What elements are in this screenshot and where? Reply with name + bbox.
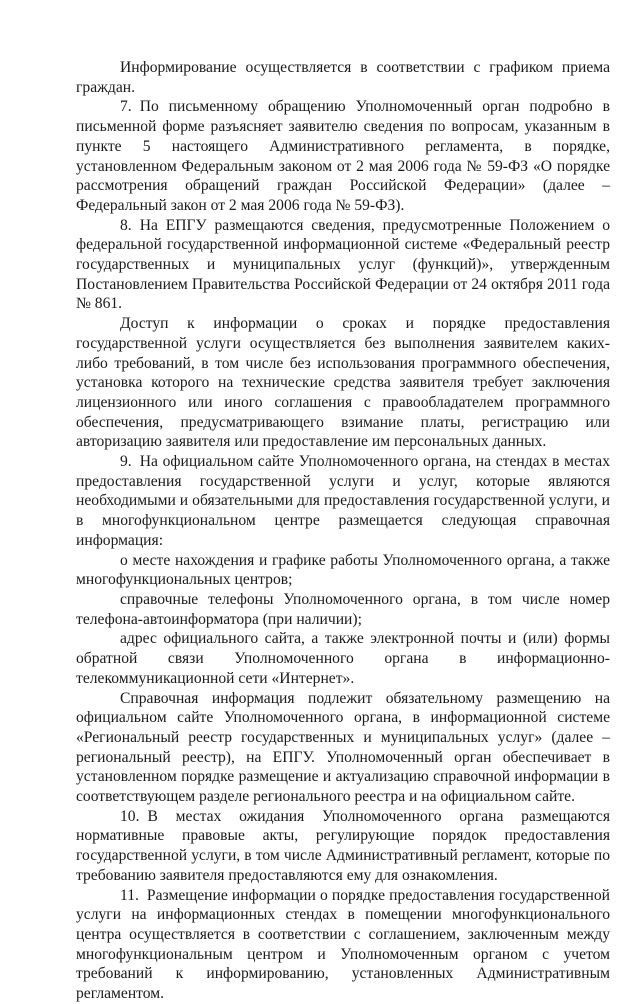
paragraph: [76, 216, 610, 315]
paragraph: [76, 314, 610, 452]
paragraph-text: справочные телефоны Уполномоченного органа, в том числе номер телефона-автоинформатора (при наличии);: [76, 590, 610, 628]
paragraph-text: Информирование осуществляется в соответствии с графиком приема граждан.: [76, 59, 610, 96]
paragraph-text: В местах ожидания Уполномоченного органа размещаются нормативные правовые акты, регулирующие порядок предоставления государственной услуги, в том числе Административный регламент, которые по требованию заявителя предоставляются ему для ознакомления.: [76, 807, 610, 884]
paragraph-number: 7.: [120, 98, 132, 116]
paragraph: [76, 452, 610, 551]
paragraph: [76, 58, 610, 97]
paragraph-text: Размещение информации о порядке предоставления государственной услуги на информационных стендах в помещении многофункционального центра осуществляется в соответствии с соглашением, заключенным между многофункциональным центром и Уполномоченным органом с учетом требований к информированию, установленных Административным регламентом.: [76, 886, 610, 1003]
paragraph: [76, 807, 610, 886]
paragraph-number: 9.: [120, 453, 132, 471]
document-page: [76, 58, 610, 1004]
paragraph-number: 11.: [120, 886, 139, 904]
paragraph-text: На ЕПГУ размещаются сведения, предусмотренные Положением о федеральной государственной информационной системе «Федеральный реестр государственных и муниципальных услуг (функций)», утвержденным Постановлением Правительства Российской Федерации от 24 октября 2011 года № 861.: [76, 216, 610, 313]
paragraph-number: 10.: [120, 807, 140, 825]
paragraph-text: Справочная информация подлежит обязательному размещению на официальном сайте Уполномоченного органа, в информационной системе «Региональный реестр государственных и муниципальных услуг» (далее – региональный реестр), на ЕПГУ. Уполномоченный орган обеспечивает в установленном порядке размещение и актуализацию справочной информации в соответствующем разделе регионального реестра и на официальном сайте.: [76, 689, 610, 806]
paragraph: [76, 689, 610, 807]
paragraph: [76, 590, 610, 629]
paragraph-text: о месте нахождения и графике работы Уполномоченного органа, а также многофункциональных центров;: [76, 551, 610, 589]
paragraph: [76, 551, 610, 590]
paragraph: [76, 97, 610, 215]
paragraph-number: 8.: [120, 216, 132, 234]
paragraph-text: По письменному обращению Уполномоченный орган подробно в письменной форме разъясняет заявителю сведения по вопросам, указанным в пункте 5 настоящего Административного регламента, в порядке, установленном Федеральным законом от 2 мая 2006 года № 59-ФЗ «О порядке рассмотрения обращений граждан Российской Федерации» (далее – Федеральный закон от 2 мая 2006 года № 59-ФЗ).: [76, 98, 610, 214]
paragraph-text: адрес официального сайта, а также электронной почты и (или) формы обратной связи Уполномоченного органа в информационно-телекоммуникационной сети «Интернет».: [76, 630, 610, 687]
paragraph: [76, 629, 610, 688]
paragraph-text: Доступ к информации о сроках и порядке предоставления государственной услуги осуществляется без выполнения заявителем каких-либо требований, в том числе без использования программного обеспечения, установка которого на технические средства заявителя требует заключения лицензионного или иного соглашения с правообладателем программного обеспечения, предусматривающего взимание платы, регистрацию или авторизацию заявителя или предоставление им персональных данных.: [76, 315, 610, 451]
paragraph-text: На официальном сайте Уполномоченного органа, на стендах в местах предоставления государственной услуги и услуг, которые являются необходимыми и обязательными для предоставления государственной услуги, и в многофункциональном центре размещается следующая справочная информация:: [76, 453, 610, 549]
paragraph: [76, 886, 610, 1004]
